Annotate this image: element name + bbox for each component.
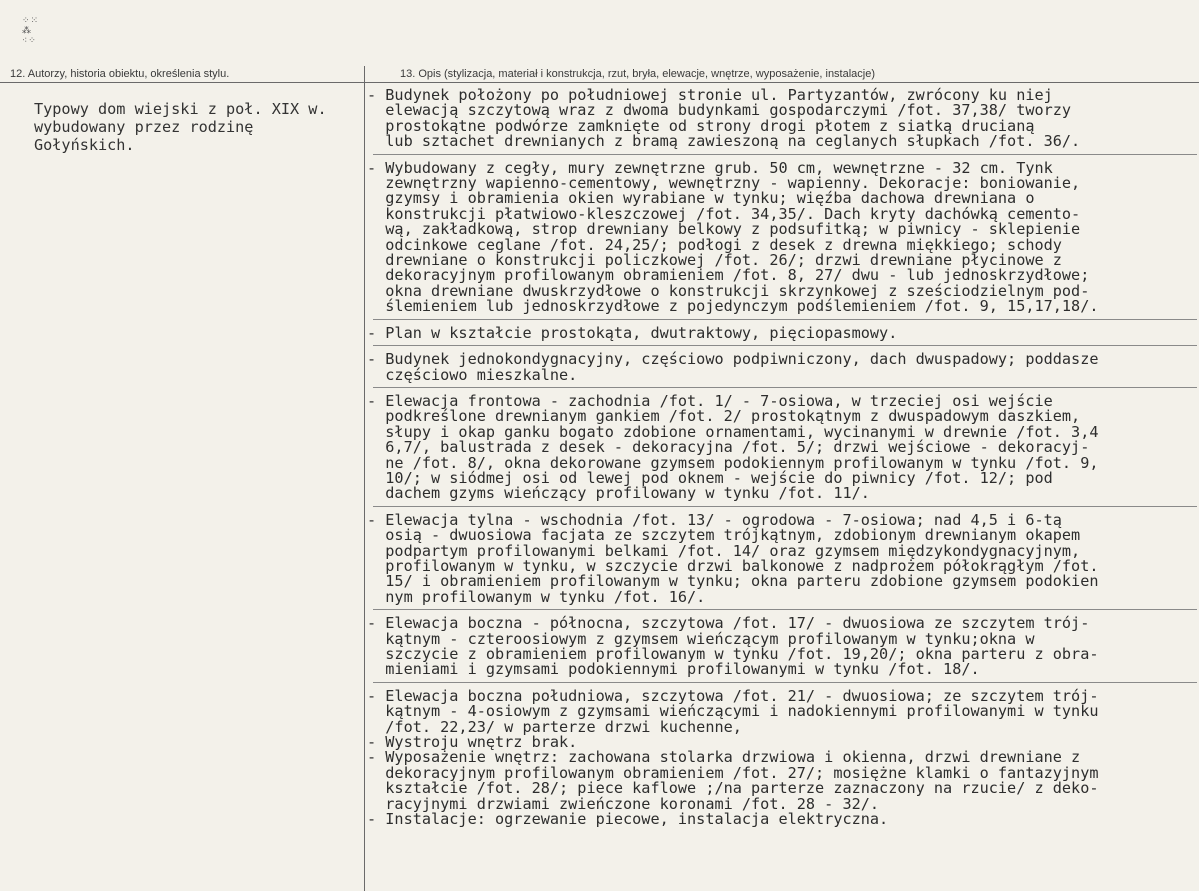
paragraph-separator	[373, 609, 1197, 610]
paragraph: - Elewacja tylna - wschodnia /fot. 13/ - ogrodowa - 7-osiowa; nad 4,5 i 6-tą osią - dwuosiowa facjata ze szczytem trójkątnym, zdobionym drewnianym okapem podpartym profilowanymi belkami /fot. 14/ oraz gzymsem międzykondygnacyjnym, profilowanym w tynku, w szczycie drzwi balkonowe z nadprożem półokrągłym /fot. 15/ i obramieniem profilowanym w tynku; okna parteru zdobione gzymsem podokien nym profilowanym w tynku /fot. 16/.	[367, 510, 1099, 606]
paragraph-separator	[373, 154, 1197, 155]
paragraph: - Budynek położony po południowej stronie ul. Partyzantów, zwrócony ku niej elewacją szczytową wraz z dwoma budynkami gospodarczymi /fot. 37,38/ tworzy prostokątne podwórze zamknięte od strony drogi płotem z siatką drucianą lub sztachet drewnianych z bramą zawieszoną na ceglanych słupkach /fot. 36/.	[367, 86, 1081, 151]
column-divider	[364, 66, 365, 891]
header-left-label: 12. Autorzy, historia obiektu, określenia stylu.	[10, 68, 230, 80]
paragraph-separator	[373, 387, 1197, 388]
paragraph-separator	[373, 682, 1197, 683]
paragraph: - Wybudowany z cegły, mury zewnętrzne grub. 50 cm, wewnętrzne - 32 cm. Tynk zewnętrzny wapienno-cementowy, wewnętrzny - wapienny. Dekoracje: boniowanie, gzymsy i obramienia okien wyrabiane w tynku; więźba dachowa drewniana o konstrukcji płatwiowo-kleszczowej /fot. 34,35/. Dach kryty dachówką cemento- wą, zakładkową, strop drewniany belkowy z podsufitką; w piwnicy - sklepienie odcinkowe ceglane /fot. 24,25/; podłogi z desek z drewna miękkiego; schody drewniane o konstrukcji policzkowej /fot. 26/; drzwi drewniane płycinowe z dekoracyjnym profilowanym obramieniem /fot. 8, 27/ dwu - lub jednoskrzydłowe; okna drewniane dwuskrzydłowe o konstrukcji skrzynkowej z sześciodzielnym pod- ślemieniem lub jednoskrzydłowe z pojedynczym podślemieniem /fot. 9, 15,17,18/.	[367, 158, 1099, 316]
paragraph: - Plan w kształcie prostokąta, dwutraktowy, pięciopasmowy.	[367, 323, 898, 342]
paragraph: - Wyposażenie wnętrz: zachowana stolarka drzwiowa i okienna, drzwi drewniane z dekoracyjnym profilowanym obramieniem /fot. 27/; mosiężne klamki o fantazyjnym kształcie /fot. 28/; piece kaflowe ;/na parterze zaznaczony na rzucie/ z deko- racyjnymi drzwiami zwieńczone koronami /fot. 28 - 32/.	[367, 748, 1099, 813]
paragraph-separator	[373, 506, 1197, 507]
description-column	[367, 88, 1197, 827]
archive-stamp-mark: ⁘⁙ ⁂ ⁖⁘	[22, 16, 40, 46]
paragraph: - Wystroju wnętrz brak.	[367, 733, 578, 752]
paragraph: - Elewacja boczna - północna, szczytowa /fot. 17/ - dwuosiowa ze szczytem trój- kątnym - czteroosiowym z gzymsem wieńczącym profilowanym w tynku;okna w szczycie z obramieniem profilowanym w tynku /fot. 19,20/; okna parteru z obra- mieniami i gzymsami podokiennymi profilowanymi w tynku /fot. 18/.	[367, 614, 1099, 679]
paragraph: - Elewacja boczna południowa, szczytowa /fot. 21/ - dwuosiowa; ze szczytem trój- kątnym - 4-osiowym z gzymsami wieńczącymi i nadokiennymi profilowanymi w tynku /fot. 22,23/ w parterze drzwi kuchenne,	[367, 686, 1099, 736]
paragraph: - Instalacje: ogrzewanie piecowe, instalacja elektryczna.	[367, 810, 889, 829]
paragraph-separator	[373, 345, 1197, 346]
paragraph-separator	[373, 319, 1197, 320]
paragraph: - Budynek jednokondygnacyjny, częściowo podpiwniczony, dach dwuspadowy; poddasze częściowo mieszkalne.	[367, 350, 1099, 384]
header-divider	[0, 82, 1199, 83]
header-right-label: 13. Opis (stylizacja, materiał i konstrukcja, rzut, bryła, elewacje, wnętrze, wyposażenie, instalacje)	[400, 68, 876, 80]
left-column-text: Typowy dom wiejski z poł. XIX w. wybudowany przez rodzinę Gołyńskich.	[34, 100, 327, 154]
paragraph: - Elewacja frontowa - zachodnia /fot. 1/ - 7-osiowa, w trzeciej osi wejście podkreślone drewnianym gankiem /fot. 2/ prostokątnym z dwuspadowym daszkiem, słupy i okap ganku bogato zdobione ornamentami, wycinanymi w drewnie /fot. 3,4 6,7/, balustrada z desek - dekoracyjna /fot. 5/; drzwi wejściowe - dekoracyj- ne /fot. 8/, okna dekorowane gzymsem podokiennym profilowanym w tynku /fot. 9, 10/; w siódmej osi od lewej pod oknem - wejście do piwnicy /fot. 12/; pod dachem gzyms wieńczący profilowany w tynku /fot. 11/.	[367, 391, 1099, 503]
